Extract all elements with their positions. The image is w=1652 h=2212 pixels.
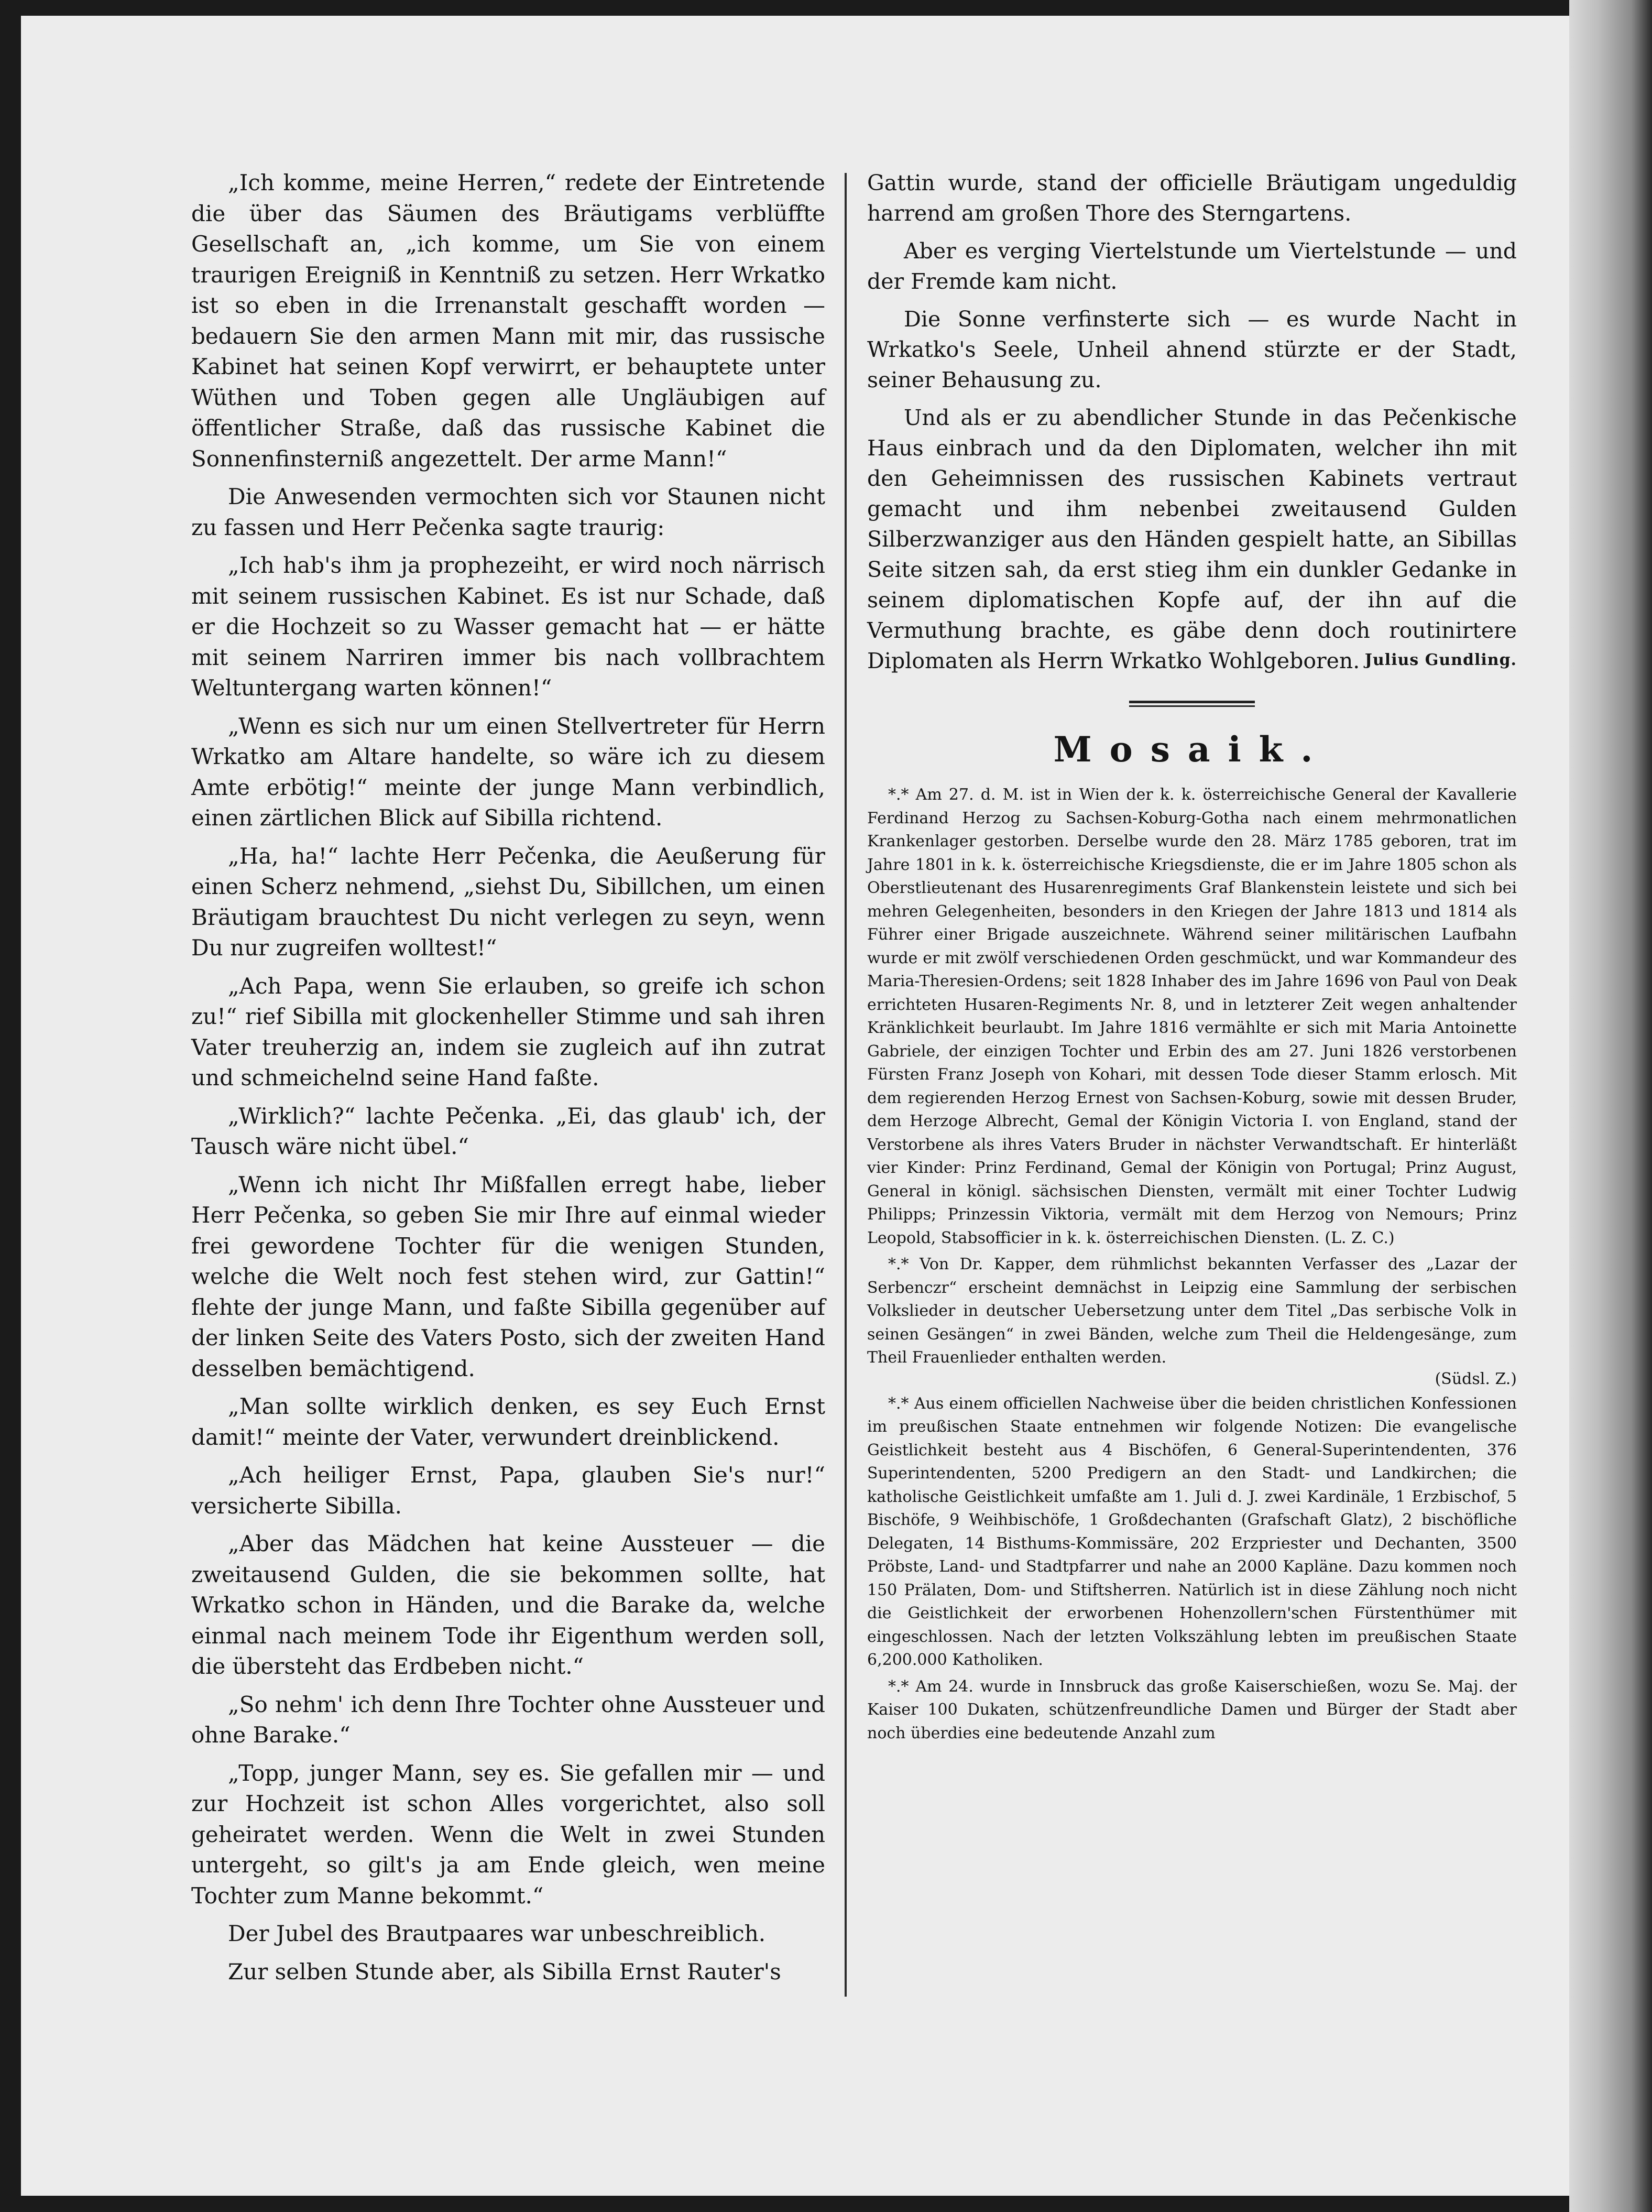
story-paragraph: Gattin wurde, stand der officielle Bräutigam ungeduldig harrend am großen Thore des Sterngartens. xyxy=(867,170,1517,226)
column-divider xyxy=(845,173,847,1997)
story-paragraph: „So nehm' ich denn Ihre Tochter ohne Aussteuer und ohne Barake.“ xyxy=(191,1691,825,1748)
story-paragraph: „Ich hab's ihm ja prophezeiht, er wird noch närrisch mit seinem russischen Kabinet. Es ist nur Schade, daß er die Hochzeit so zu Wasser gemacht hat — er hätte mit seinem Narriren immer bis nach vollbrachtem Weltuntergang warten können!“ xyxy=(191,552,825,701)
story-paragraph: Aber es verging Viertelstunde um Viertelstunde — und der Fremde kam nicht. xyxy=(867,238,1517,294)
left-column xyxy=(191,168,825,1995)
author-signature: Julius Gundling. xyxy=(1364,651,1517,669)
page-edge-shadow xyxy=(1569,0,1652,2212)
story-paragraph: Die Sonne verfinsterte sich — es wurde Nacht in Wrkatko's Seele, Unheil ahnend stürzte er der Stadt, seiner Behausung zu. xyxy=(867,307,1517,393)
story-paragraph: „Man sollte wirklich denken, es sey Euch Ernst damit!“ meinte der Vater, verwundert dreinblickend. xyxy=(191,1393,825,1450)
section-title: Mosaik. xyxy=(1053,729,1331,770)
story-paragraph: „Ach heiliger Ernst, Papa, glauben Sie's nur!“ versicherte Sibilla. xyxy=(191,1462,825,1519)
mosaic-item: *.* Am 24. wurde in Innsbruck das große Kaiserschießen, wozu Se. Maj. der Kaiser 100 Dukaten, schützenfreundliche Damen und Bürger der Stadt aber noch überdies eine bedeutende Anzahl zum xyxy=(867,1677,1517,1742)
story-paragraph: „Ha, ha!“ lachte Herr Pečenka, die Aeußerung für einen Scherz nehmend, „siehst Du, Sibillchen, um einen Bräutigam brauchtest Du nicht verlegen zu seyn, wenn Du nur zugreifen wolltest!“ xyxy=(191,843,825,961)
story-paragraph: „Wenn ich nicht Ihr Mißfallen erregt habe, lieber Herr Pečenka, so geben Sie mir Ihre auf einmal wieder frei gewordene Tochter für die wenigen Stunden, welche die Welt noch fest stehen wird, zur Gattin!“ flehte der junge Mann, und faßte Sibilla gegenüber auf der linken Seite des Vaters Posto, sich der zweiten Hand desselben bemächtigend. xyxy=(191,1171,825,1381)
mosaic-item: *.* Von Dr. Kapper, dem rühmlichst bekannten Verfasser des „Lazar der Serbenczr“ erscheint demnächst in Leipzig eine Sammlung der serbischen Volkslieder in deutscher Uebersetzung unter dem Titel „Das serbische Volk in seinen Gesängen“ in zwei Bänden, welche zum Theil die Heldengesänge, zum Theil Frauenlieder enthalten werden. xyxy=(867,1255,1517,1367)
mosaic-credit: (Südsl. Z.) xyxy=(1435,1369,1517,1388)
story-continuation xyxy=(867,168,1517,676)
mosaic-item: *.* Aus einem officiellen Nachweise über die beiden christlichen Konfessionen im preußischen Staate entnehmen wir folgende Notizen: Die evangelische Geistlichkeit besteht aus 4 Bischöfen, 6 General-Superintendenten, 376 Superintendenten, 5200 Predigern an den Stadt- und Landkirchen; die katholische Geistlichkeit umfaßte am 1. Juli d. J. zwei Kardinäle, 1 Erzbischof, 5 Bischöfe, 9 Weihbischöfe, 1 Großdechanten (Grafschaft Glatz), 2 bischöfliche Delegaten, 14 Bisthums-Kommissäre, 202 Erzpriester und Dechanten, 3500 Pröbste, Land- und Stadtpfarrer und nahe an 2000 Kapläne. Dazu kommen noch 150 Prälaten, Dom- und Stiftsherren. Natürlich ist in diese Zählung noch nicht die Geistlichkeit der erworbenen Hohenzollern'schen Fürstenthümer mit eingeschlossen. Nach der letzten Volkszählung lebten im preußischen Staate 6,200.000 Katholiken. xyxy=(867,1394,1517,1669)
mosaic-section xyxy=(867,783,1517,1745)
mosaic-item: *.* Am 27. d. M. ist in Wien der k. k. österreichische General der Kavallerie Ferdinand Herzog zu Sachsen-Koburg-Gotha nach einem mehrmonatlichen Krankenlager gestorben. Derselbe wurde den 28. März 1785 geboren, trat im Jahre 1801 in k. k. österreichische Kriegsdienste, die er im Jahre 1805 schon als Oberstlieutenant des Husarenregiments Graf Blankenstein leistete und sich bei mehren Gelegenheiten, besonders in den Kriegen der Jahre 1813 und 1814 als Führer einer Brigade auszeichnete. Während seiner militärischen Laufbahn wurde er mit zwölf verschiedenen Orden geschmückt, und war Kommandeur des Maria-Theresien-Ordens; seit 1828 Inhaber des im Jahre 1696 von Paul von Deak errichteten Husaren-Regiments Nr. 8, und in letzterer Zeit wegen anhaltender Kränklichkeit beurlaubt. Im Jahre 1816 vermählte er sich mit Maria Antoinette Gabriele, der einzigen Tochter und Erbin des am 27. Juni 1826 verstorbenen Fürsten Franz Joseph von Kohari, mit dessen Tode dieser Stamm erlosch. Mit dem regierenden Herzog Ernest von Sachsen-Koburg, sowie mit dessen Bruder, dem Herzoge Albrecht, Gemal der Königin Victoria I. von England, stand der Verstorbene als ihres Vaters Bruder in nächster Verwandtschaft. Er hinterläßt vier Kinder: Prinz Ferdinand, Gemal der Königin von Portugal; Prinz August, General in königl. sächsischen Diensten, vermält mit einer Tochter Ludwig Philipps; Prinzessin Viktoria, vermält mit dem Herzog von Nemours; Prinz Leopold, Stabsofficier in k. k. österreichischen Diensten. (L. Z. C.) xyxy=(867,786,1517,1247)
story-paragraph: Die Anwesenden vermochten sich vor Staunen nicht zu fassen und Herr Pečenka sagte traurig: xyxy=(191,484,825,540)
story-paragraph: „Aber das Mädchen hat keine Aussteuer — die zweitausend Gulden, die sie bekommen sollte, hat Wrkatko schon in Händen, und die Barake da, welche einmal nach meinem Tode ihr Eigenthum werden soll, die übersteht das Erdbeben nicht.“ xyxy=(191,1531,825,1679)
story-paragraph: „Ach Papa, wenn Sie erlauben, so greife ich schon zu!“ rief Sibilla mit glockenheller Stimme und sah ihren Vater treuherzig an, indem sie zugleich auf ihn zutrat und schmeichelnd seine Hand faßte. xyxy=(191,973,825,1091)
story-paragraph: Der Jubel des Brautpaares war unbeschreiblich. xyxy=(228,1921,766,1946)
section-rule xyxy=(1129,701,1255,708)
story-paragraph: „Ich komme, meine Herren,“ redete der Eintretende die über das Säumen des Bräutigams verblüffte Gesellschaft an, „ich komme, um Sie von einem traurigen Ereigniß in Kenntniß zu setzen. Herr Wrkatko ist so eben in die Irrenanstalt geschafft worden — bedauern Sie den armen Mann mit mir, das russische Kabinet hat seinen Kopf verwirrt, er behauptete unter Wüthen und Toben gegen alle Ungläubigen auf öffentlicher Straße, daß das russische Kabinet die Sonnenfinsterniß angezettelt. Der arme Mann!“ xyxy=(191,170,825,472)
story-paragraph: Und als er zu abendlicher Stunde in das Pečenkische Haus einbrach und da den Diplomaten, welcher ihn mit den Geheimnissen des russischen Kabinets vertraut gemacht und ihm nebenbei zweitausend Gulden Silberzwanziger aus den Händen gespielt hatte, an Sibillas Seite sitzen sah, da erst stieg ihm ein dunkler Gedanke in seinem diplomatischen Kopfe auf, der ihn auf die Vermuthung brachte, es gäbe denn doch routinirtere Diplomaten als Herrn Wrkatko Wohlgeboren. xyxy=(867,405,1517,673)
right-column xyxy=(867,168,1517,1748)
story-paragraph: „Topp, junger Mann, sey es. Sie gefallen mir — und zur Hochzeit ist schon Alles vorgerichtet, also soll geheiratet werden. Wenn die Welt in zwei Stunden untergeht, so gilt's ja am Ende gleich, wen meine Tochter zum Manne bekommt.“ xyxy=(191,1760,825,1909)
story-paragraph: Zur selben Stunde aber, als Sibilla Ernst Rauter's xyxy=(228,1958,781,1985)
story-paragraph: „Wenn es sich nur um einen Stellvertreter für Herrn Wrkatko am Altare handelte, so wäre ich zu diesem Amte erbötig!“ meinte der junge Mann verbindlich, einen zärtlichen Blick auf Sibilla richtend. xyxy=(191,713,825,831)
story-paragraph: „Wirklich?“ lachte Pečenka. „Ei, das glaub' ich, der Tausch wäre nicht übel.“ xyxy=(191,1103,825,1159)
